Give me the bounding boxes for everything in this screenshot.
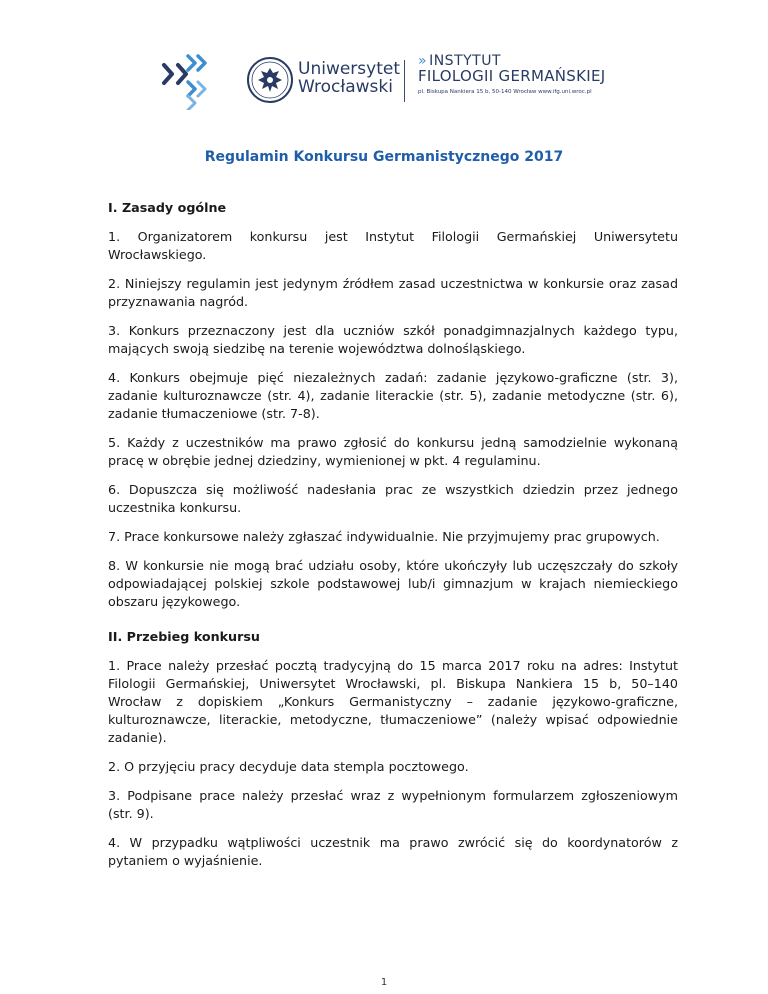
letterhead bbox=[158, 52, 618, 112]
chevrons-logo-icon bbox=[158, 52, 228, 110]
document-title: Regulamin Konkursu Germanistycznego 2017 bbox=[204, 149, 564, 165]
paragraph: 5. Każdy z uczestników ma prawo zgłosić do konkursu jedną samodzielnie wykonaną pracę w obrębie jednej dziedziny, wymienionej w pkt. 4 regulaminu. bbox=[108, 435, 678, 468]
paragraph: 3. Konkurs przeznaczony jest dla uczniów szkół ponadgimnazjalnych każdego typu, mających swoją siedzibę na terenie województwa dolnośląskiego. bbox=[108, 323, 678, 356]
document-body bbox=[108, 199, 678, 881]
paragraph: 8. W konkursie nie mogą brać udziału osoby, które ukończyły lub uczęszczały do szkoły odpowiadającej polskiej szkole podstawowej lub/i gimnazjum w krajach niemieckiego obszaru językowego. bbox=[108, 558, 678, 609]
university-name bbox=[298, 60, 400, 96]
paragraph: 3. Podpisane prace należy przesłać wraz z wypełnionym formularzem zgłoszeniowym (str. 9). bbox=[108, 788, 678, 821]
institute-address: pl. Biskupa Nankiera 15 b, 50-140 Wrocław www.ifg.uni.wroc.pl bbox=[418, 89, 592, 95]
page-number: 1 bbox=[380, 977, 388, 988]
paragraph: 6. Dopuszcza się możliwość nadesłania prac ze wszystkich dziedzin przez jednego uczestnika konkursu. bbox=[108, 482, 678, 515]
university-crest-icon bbox=[246, 56, 294, 104]
paragraph: 7. Prace konkursowe należy zgłaszać indywidualnie. Nie przyjmujemy prac grupowych. bbox=[108, 529, 660, 544]
section-heading: I. Zasady ogólne bbox=[108, 200, 227, 215]
paragraph: 4. Konkurs obejmuje pięć niezależnych zadań: zadanie językowo-graficzne (str. 3), zadanie kulturoznawcze (str. 4), zadanie literackie (str. 5), zadanie metodyczne (str. 6), zadanie tłumaczeniowe (str. 7-8). bbox=[108, 370, 678, 421]
header-divider bbox=[404, 60, 405, 102]
paragraph: 2. O przyjęciu pracy decyduje data stempla pocztowego. bbox=[108, 759, 469, 774]
institute-line2: FILOLOGII GERMAŃSKIEJ bbox=[418, 67, 606, 85]
paragraph: 1. Organizatorem konkursu jest Instytut Filologii Germańskiej Uniwersytetu Wrocławskiego. bbox=[108, 229, 678, 262]
institute-line1: INSTYTUT bbox=[429, 53, 502, 69]
university-name-line2: Wrocławski bbox=[298, 77, 393, 97]
paragraph: 4. W przypadku wątpliwości uczestnik ma prawo zwrócić się do koordynatorów z pytaniem o wyjaśnienie. bbox=[108, 835, 678, 868]
section-heading: II. Przebieg konkursu bbox=[108, 629, 260, 644]
paragraph: 1. Prace należy przesłać pocztą tradycyjną do 15 marca 2017 roku na adres: Instytut Filologii Germańskiej, Uniwersytet Wrocławski, pl. Biskupa Nankiera 15 b, 50–140 Wrocław z dopiskiem „Konkurs Germanistyczny – zadanie językowo-graficzne, kulturoznawcze, literackie, metodyczne, tłumaczeniowe” (należy wpisać odpowiednie zadanie). bbox=[108, 658, 678, 745]
university-name-line1: Uniwersytet bbox=[298, 59, 400, 79]
double-chevron-icon: » bbox=[418, 53, 428, 69]
paragraph: 2. Niniejszy regulamin jest jedynym źródłem zasad uczestnictwa w konkursie oraz zasad przyznawania nagród. bbox=[108, 276, 678, 309]
institute-logo bbox=[418, 54, 605, 96]
